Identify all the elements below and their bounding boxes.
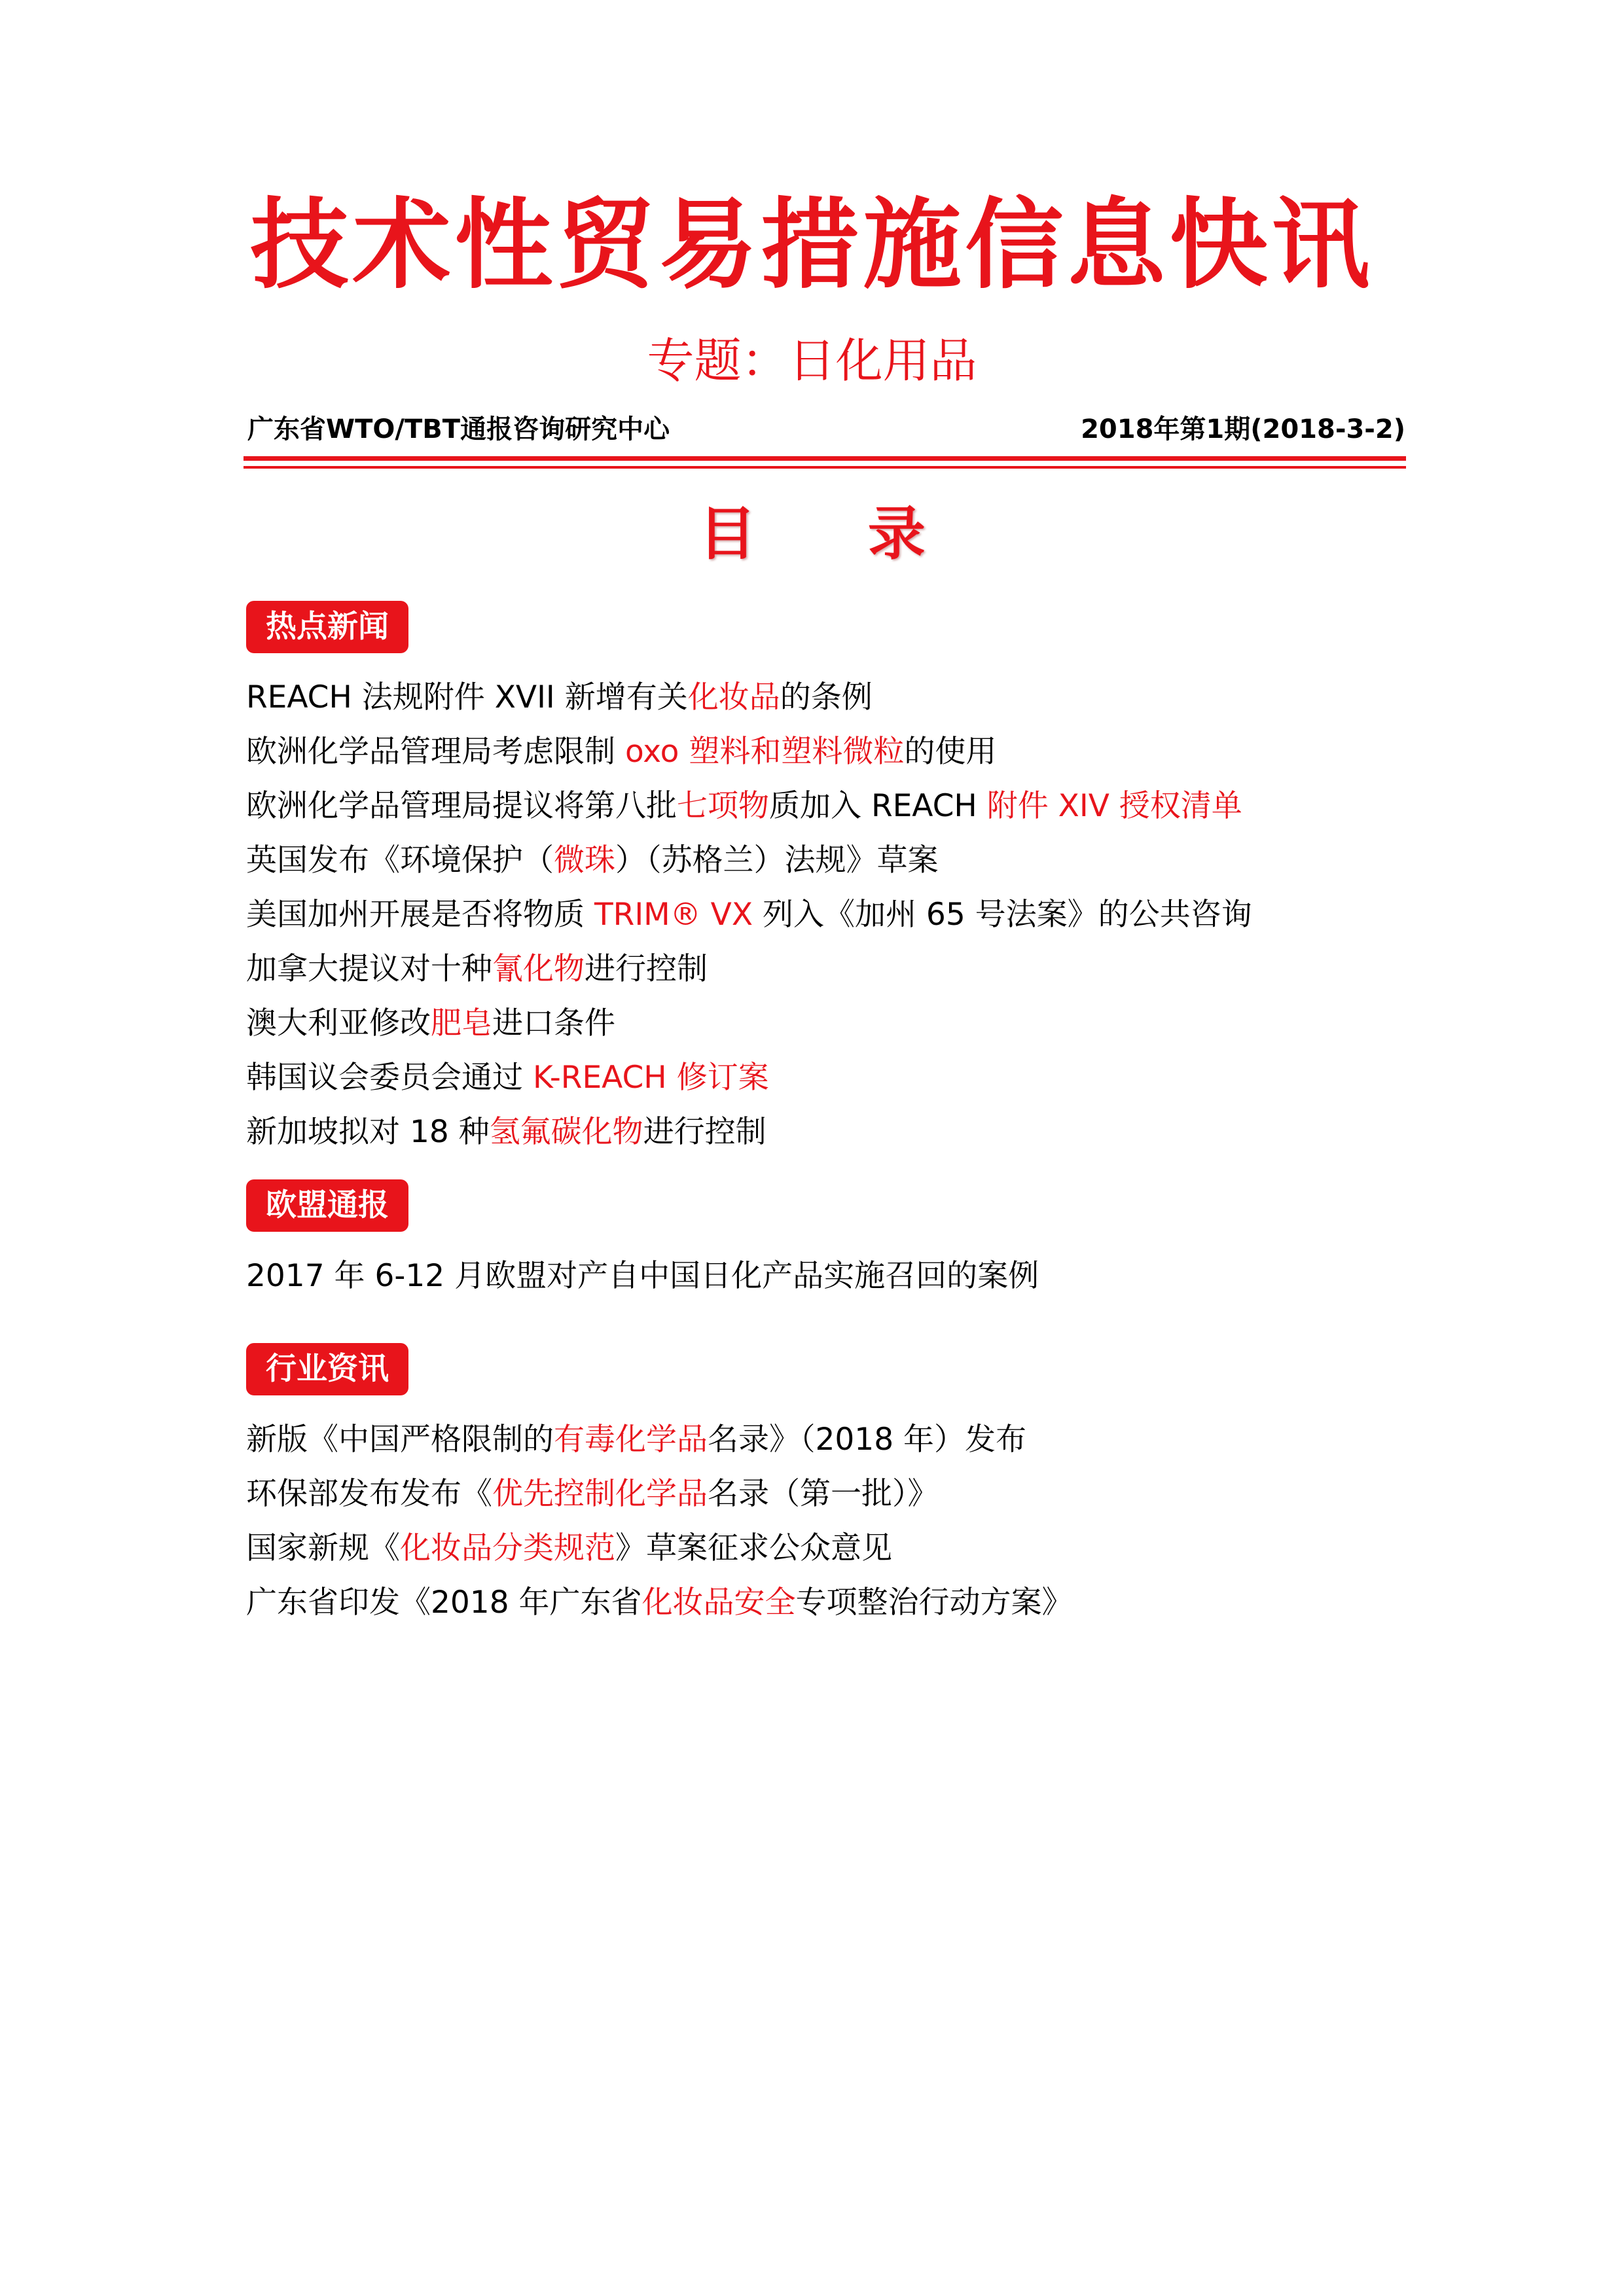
toc-item-text: 名录（第一批）》 <box>708 1476 939 1513</box>
toc-item[interactable] <box>246 996 1424 1050</box>
toc-item-text: 英国发布《环境保护（ <box>246 842 554 879</box>
toc-item-text: 的使用 <box>904 734 997 770</box>
toc-item-text: ）（苏格兰）法规》草案 <box>615 842 939 879</box>
section-items <box>246 1412 1424 1630</box>
toc-item-text: 国家新规《 <box>246 1530 400 1567</box>
header-divider-thick <box>244 456 1406 461</box>
toc-item[interactable] <box>246 670 1424 725</box>
toc-item-highlight: 化妆品分类规范 <box>400 1530 615 1567</box>
toc-item-text: REACH 法规附件 XVII 新增有关 <box>246 679 688 716</box>
toc-item-highlight: 七项物 <box>677 788 769 825</box>
toc-item[interactable] <box>246 1050 1424 1105</box>
toc-item[interactable] <box>246 779 1424 833</box>
toc-item-text: 质加入 REACH <box>769 788 987 825</box>
section-eu-notification <box>246 1179 1424 1303</box>
toc-item-text: 的条例 <box>780 679 873 716</box>
newsletter-subtitle: 专题：日化用品 <box>647 333 977 388</box>
toc-item[interactable] <box>246 1105 1424 1159</box>
toc-item-text: 韩国议会委员会通过 <box>246 1060 533 1096</box>
toc-item[interactable] <box>246 725 1424 779</box>
toc-title: 目 录 <box>698 500 971 567</box>
newsletter-title: 技术性贸易措施信息快讯 <box>250 188 1374 302</box>
toc-item-highlight: TRIM® VX <box>594 897 753 933</box>
toc-item-highlight: 氢氟碳化物 <box>489 1114 643 1151</box>
toc-item[interactable] <box>246 888 1424 942</box>
toc-item-text: 》草案征求公众意见 <box>615 1530 892 1567</box>
toc-item-text: 进行控制 <box>585 951 708 988</box>
section-items <box>246 1249 1424 1303</box>
toc-item-highlight: 化妆品 <box>687 679 780 716</box>
section-industry-news <box>246 1343 1424 1630</box>
toc-item[interactable] <box>246 1521 1424 1575</box>
section-label-eu-notification: 欧盟通报 <box>246 1179 408 1232</box>
toc-item[interactable] <box>246 833 1424 888</box>
toc-item[interactable] <box>246 1412 1424 1467</box>
section-items <box>246 670 1424 1159</box>
toc-item-text: 专项整治行动方案》 <box>795 1585 1073 1621</box>
toc-item-text: 列入《加州 65 号法案》的公共咨询 <box>753 897 1252 933</box>
toc-item-highlight: 微珠 <box>554 842 615 879</box>
toc-item-text: 加拿大提议对十种 <box>246 951 492 988</box>
toc-item-highlight: 肥皂 <box>431 1005 492 1042</box>
toc-item-highlight: 有毒化学品 <box>554 1422 708 1458</box>
toc-item-text: 欧洲化学品管理局提议将第八批 <box>246 788 677 825</box>
toc-item-highlight: 氰化物 <box>492 951 585 988</box>
toc-item-text: 环保部发布发布《 <box>246 1476 492 1513</box>
section-hot-news <box>246 601 1424 1159</box>
toc-item-highlight: 附件 XIV 授权清单 <box>986 788 1242 825</box>
issue-number: 2018年第1期(2018-3-2) <box>1081 414 1405 444</box>
toc-item-highlight: K-REACH 修订案 <box>532 1060 769 1096</box>
toc-item-text: 进口条件 <box>492 1005 615 1042</box>
toc-item-text: 进行控制 <box>643 1114 767 1151</box>
toc-item-highlight: 优先控制化学品 <box>492 1476 708 1513</box>
toc-item-text: 欧洲化学品管理局考虑限制 <box>246 734 625 770</box>
organization-name: 广东省WTO/TBT通报咨询研究中心 <box>247 414 670 444</box>
toc-item-highlight: 化妆品安全 <box>641 1585 796 1621</box>
toc-item-text: 名录》（2018 年）发布 <box>708 1422 1027 1458</box>
toc-item[interactable] <box>246 1467 1424 1521</box>
toc-item-highlight: oxo 塑料和塑料微粒 <box>624 734 905 770</box>
toc-item[interactable] <box>246 1249 1424 1303</box>
section-label-hot-news: 热点新闻 <box>246 601 408 653</box>
toc-item[interactable] <box>246 1575 1424 1630</box>
toc-item[interactable] <box>246 942 1424 996</box>
toc-item-text: 美国加州开展是否将物质 <box>246 897 594 933</box>
section-label-industry-news: 行业资讯 <box>246 1343 408 1395</box>
header-divider-thin <box>244 466 1406 469</box>
toc-item-text: 新加坡拟对 18 种 <box>246 1114 490 1151</box>
toc-item-text: 澳大利亚修改 <box>246 1005 431 1042</box>
toc-item-text: 2017 年 6-12 月欧盟对产自中国日化产品实施召回的案例 <box>246 1258 1039 1295</box>
toc-item-text: 广东省印发《2018 年广东省 <box>246 1585 642 1621</box>
toc-item-text: 新版《中国严格限制的 <box>246 1422 554 1458</box>
